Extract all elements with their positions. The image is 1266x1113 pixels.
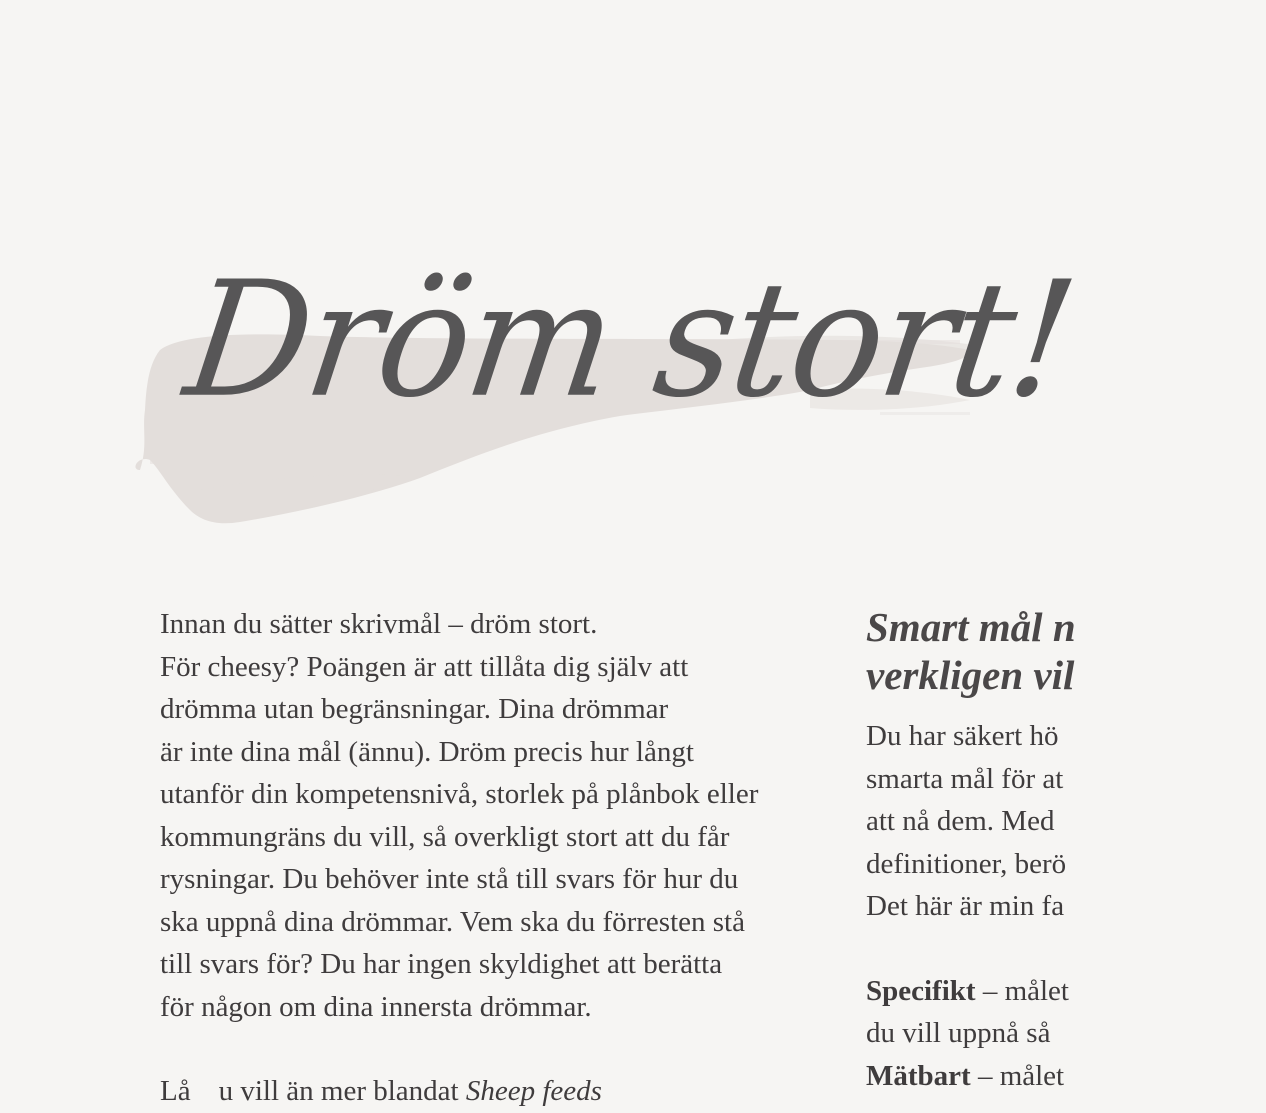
- title-block: [120, 240, 1085, 540]
- specifikt-line: [866, 970, 1266, 1013]
- paragraph-line: ska uppnå dina drömmar. Vem ska du förresten stå: [160, 905, 745, 938]
- paragraph-line: rysningar. Du behöver inte stå till svars för hur du: [160, 863, 739, 895]
- cut-off-line: [160, 1070, 840, 1113]
- heading-line: verkligen vil: [866, 652, 1075, 698]
- paragraph-line: drömma utan begränsningar. Dina drömmar: [160, 693, 669, 725]
- matbart-rest: – målet: [970, 1059, 1065, 1092]
- paragraph-line: Du har säkert hö: [866, 720, 1059, 752]
- specifikt-label: Specifikt: [866, 974, 976, 1007]
- paragraph-line: För cheesy? Poängen är att tillåta dig själv att: [160, 650, 689, 683]
- paragraph-line: smarta mål för at: [866, 762, 1064, 795]
- paragraph-line: du vill uppnå så: [866, 1017, 1051, 1049]
- paragraph-line: utanför din kompetensnivå, storlek på plånbok eller: [160, 778, 759, 810]
- title: Dröm stort!: [176, 246, 1085, 433]
- matbart-line: [866, 1055, 1266, 1098]
- paragraph-line: kommungräns du vill, så overkligt stort att du får: [160, 820, 730, 853]
- cut-text-italic: Sheep feeds: [465, 1075, 602, 1107]
- paragraph-line: Det här är min fa: [866, 890, 1065, 922]
- section-body: [866, 715, 1266, 1097]
- section-heading: [866, 603, 1266, 699]
- matbart-label: Mätbart: [866, 1059, 971, 1092]
- specifikt-rest: – målet: [975, 974, 1069, 1007]
- paragraph-line: Innan du sätter skrivmål – dröm stort.: [160, 608, 598, 640]
- cut-text-middle: u vill än mer blandat: [218, 1075, 459, 1107]
- paragraph-line: att nå dem. Med: [866, 805, 1055, 837]
- paragraph-gap: [160, 1028, 840, 1070]
- left-column: [160, 603, 840, 1113]
- paragraph-line: är inte dina mål (ännu). Dröm precis hur långt: [160, 735, 694, 768]
- paragraph-gap: [866, 928, 1266, 970]
- cut-text-start: Lå: [160, 1075, 191, 1107]
- heading-line: Smart mål n: [866, 604, 1076, 650]
- paragraph-line: till svars för? Du har ingen skyldighet att berätta: [160, 948, 723, 980]
- paragraph-line: definitioner, berö: [866, 847, 1067, 880]
- paragraph-line: för någon om dina innersta drömmar.: [160, 990, 592, 1023]
- right-column: [866, 603, 1266, 1097]
